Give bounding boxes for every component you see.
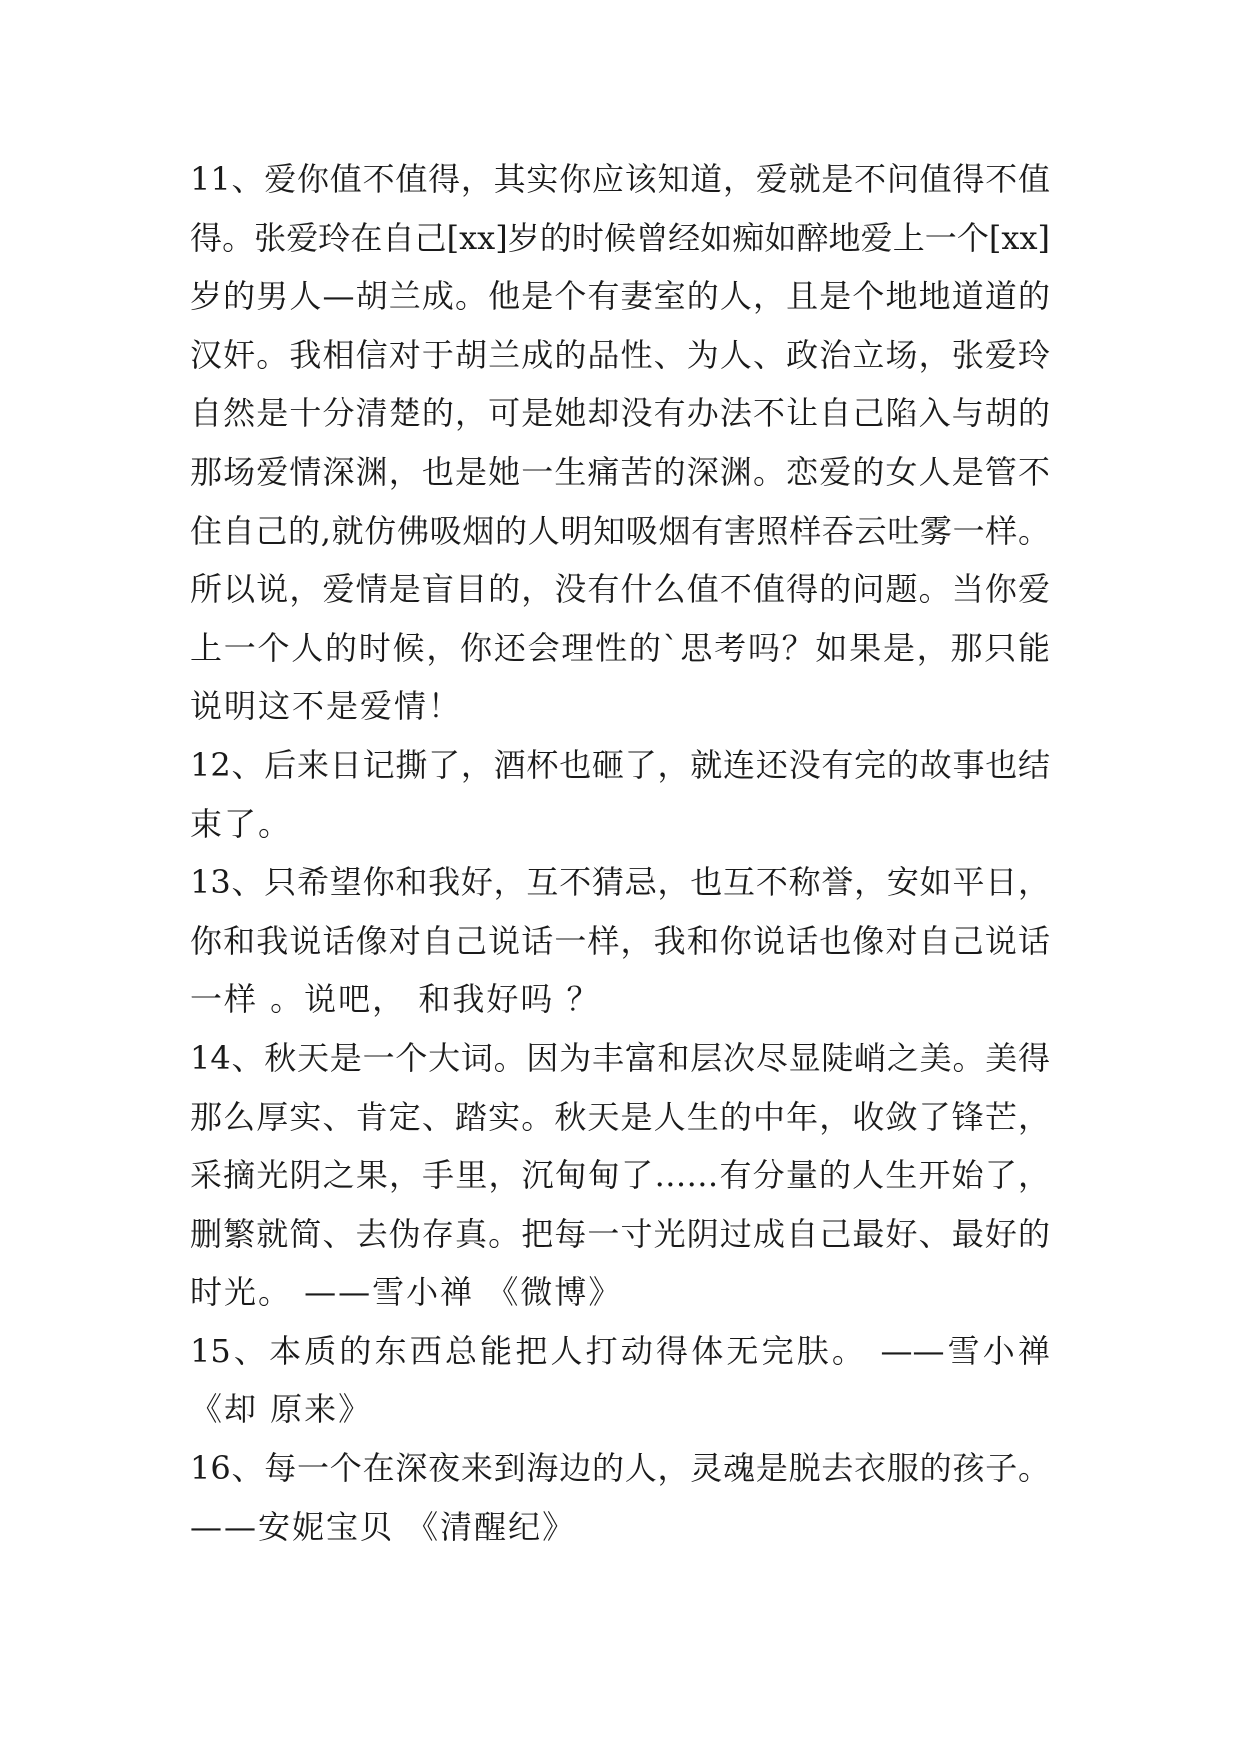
text-line: 16、每一个在深夜来到海边的人，灵魂是脱去衣服的孩子。 [190, 1449, 1050, 1488]
text-line: 你和我说话像对自己说话一样，我和你说话也像对自己说话 [190, 921, 1050, 960]
text-line: 一样 。说吧， 和我好吗 ？ [190, 980, 601, 1019]
text-line: 15、本质的东西总能把人打动得体无完肤。 ——雪小禅 [190, 1331, 1050, 1370]
text-line: 删繁就简、去伪存真。把每一寸光阴过成自己最好、最好的 [190, 1214, 1050, 1253]
text-line: 束了。 [190, 804, 293, 843]
text-line: 自然是十分清楚的，可是她却没有办法不让自己陷入与胡的 [190, 394, 1050, 433]
text-line: 《却 原来》 [190, 1390, 373, 1429]
text-line: 那场爱情深渊，也是她一生痛苦的深渊。恋爱的女人是管不 [190, 452, 1050, 491]
text-line: 13、只希望你和我好，互不猜忌，也互不称誉，安如平日， [190, 863, 1050, 902]
text-line: 说明这不是爱情！ [190, 687, 463, 726]
text-line: 所以说，爱情是盲目的，没有什么值不值得的问题。当你爱 [190, 570, 1050, 609]
document-page [190, 150, 1050, 1556]
text-line: 14、秋天是一个大词。因为丰富和层次尽显陡峭之美。美得 [190, 1038, 1050, 1077]
text-line: 11、爱你值不值得，其实你应该知道，爱就是不问值得不值 [190, 160, 1050, 198]
text-line: 采摘光阴之果，手里，沉甸甸了……有分量的人生开始了， [190, 1156, 1050, 1195]
text-line: ——安妮宝贝 《清醒纪》 [190, 1507, 577, 1546]
text-line: 时光。 ——雪小禅 《微博》 [190, 1273, 623, 1312]
text-line: 住自己的,就仿佛吸烟的人明知吸烟有害照样吞云吐雾一样。 [190, 511, 1050, 550]
text-line: 得。张爱玲在自己[xx]岁的时候曾经如痴如醉地爱上一个[xx] [190, 218, 1050, 257]
text-line: 岁的男人—胡兰成。他是个有妻室的人，且是个地地道道的 [190, 277, 1050, 316]
text-line: 那么厚实、肯定、踏实。秋天是人生的中年，收敛了锋芒， [190, 1097, 1050, 1136]
text-line: 汉奸。我相信对于胡兰成的品性、为人、政治立场，张爱玲 [190, 335, 1050, 374]
text-line: 12、后来日记撕了，酒杯也砸了，就连还没有完的故事也结 [190, 745, 1050, 784]
text-line: 上一个人的时候，你还会理性的`思考吗？如果是，那只能 [190, 628, 1050, 667]
